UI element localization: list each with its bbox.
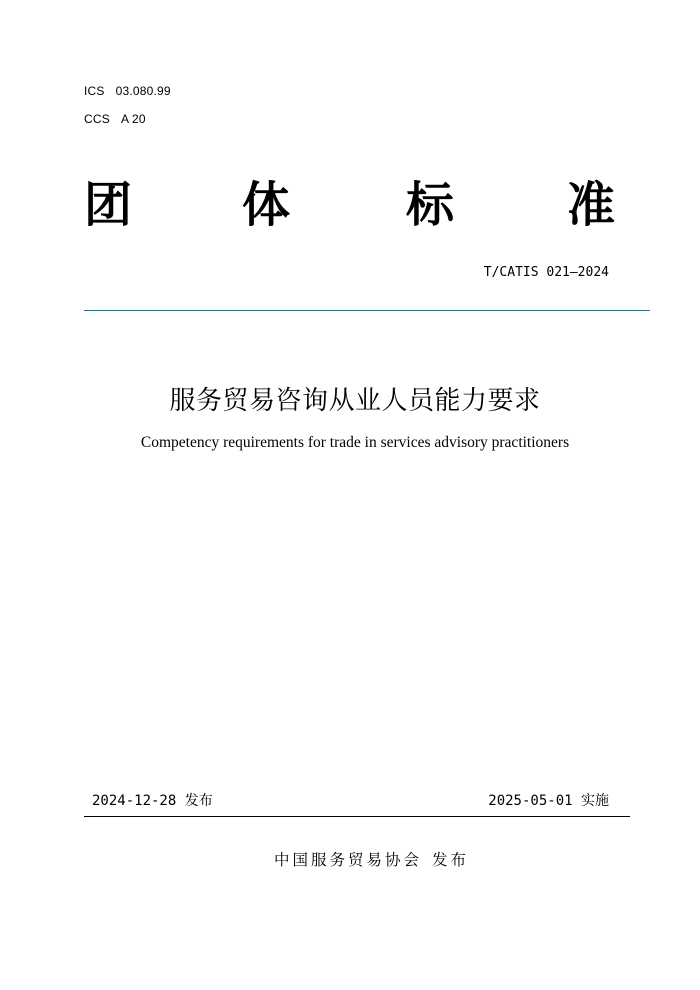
header-divider: [84, 310, 650, 311]
document-title-english: Competency requirements for trade in services advisory practitioners: [140, 434, 570, 451]
standard-type-char: 准: [567, 177, 616, 233]
issuing-organization: [274, 848, 469, 870]
ics-label: ICS: [84, 84, 105, 98]
implementation-label: 实施: [581, 793, 609, 809]
ics-classification: [84, 84, 171, 98]
issuer-name: 中国服务贸易协会: [274, 851, 423, 869]
implementation-date-value: 2025-05-01: [488, 793, 573, 809]
issuer-action: 发布: [432, 851, 470, 869]
ccs-code: A 20: [120, 112, 146, 126]
standard-type-char: 标: [406, 177, 455, 233]
implementation-date: [488, 790, 609, 810]
standard-type-heading: [84, 176, 632, 234]
document-title-chinese: 服务贸易咨询从业人员能力要求: [169, 386, 541, 416]
standard-type-char: 体: [242, 177, 291, 233]
publish-date-value: 2024-12-28: [92, 793, 177, 809]
publish-date: [92, 790, 213, 810]
standard-number: T/CATIS 021—2024: [483, 265, 609, 280]
publish-label: 发布: [184, 793, 213, 809]
footer-divider: [84, 816, 630, 817]
standard-type-char: 团: [84, 177, 133, 233]
ccs-label: CCS: [84, 112, 110, 126]
ccs-classification: [84, 112, 146, 126]
ics-code: 03.080.99: [115, 84, 171, 98]
